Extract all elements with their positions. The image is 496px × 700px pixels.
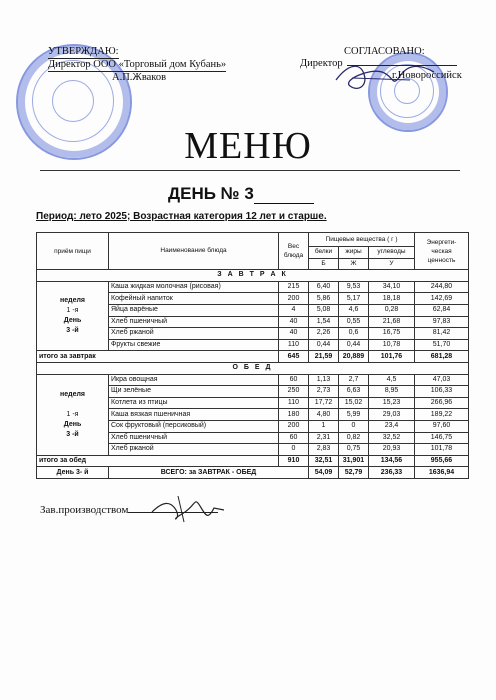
signature-line: [40, 502, 218, 516]
sub-u: У: [369, 258, 415, 270]
period-line: Период: лето 2025; Возрастная категория 12 лет и старше.: [36, 211, 327, 222]
table-row: Хлеб пшеничный 60 2,31 0,82 32,52 146,75: [37, 432, 469, 444]
col-carbs: углеводы: [369, 247, 415, 259]
table-row: Фрукты свежие 110 0,44 0,44 10,78 51,70: [37, 339, 469, 351]
col-energy: Энергети-ческая ценность: [415, 233, 469, 270]
table-row: Хлеб ржаной 0 2,83 0,75 20,93 101,78: [37, 444, 469, 456]
approver-position: Директор ООО «Торговый дом Кубань»: [48, 59, 227, 70]
page-title: МЕНЮ: [184, 125, 312, 167]
table-row: неделя 1 -я День 3 -й Икра овощная 60 1,13 2,7 4,5 47,03: [37, 374, 469, 386]
col-nutrients: Пищевые вещества ( г ): [309, 233, 415, 247]
sub-b: Б: [309, 258, 339, 270]
title-rule: [40, 170, 460, 171]
signature-label: Зав.производством: [40, 504, 129, 516]
agreement-position: Директор: [300, 58, 343, 69]
table-row: Хлеб ржаной 40 2,26 0,6 16,75 81,42: [37, 328, 469, 340]
table-row: Щи зелёные 250 2,73 6,63 8,95 106,33: [37, 386, 469, 398]
col-proteins: белки: [309, 247, 339, 259]
week-day-cell-breakfast: неделя 1 -я День 3 -й: [37, 281, 109, 351]
approver-name: А.П.Жваков: [112, 72, 167, 83]
agreement-heading: СОГЛАСОВАНО:: [344, 46, 425, 57]
breakfast-section: З А В Т Р А К: [37, 270, 469, 282]
table-row: Каша вязкая пшеничная 180 4,80 5,99 29,03 189,22: [37, 409, 469, 421]
menu-table: [36, 232, 469, 479]
grand-total-row: День 3- й ВСЕГО: за ЗАВТРАК - ОБЕД 54,09 52,79 236,33 1636,94: [37, 467, 469, 479]
col-weight: Вес блюда: [279, 233, 309, 270]
table-row: Яйца варёные 4 5,08 4,6 0,28 62,84: [37, 304, 469, 316]
col-fats: жиры: [339, 247, 369, 259]
approval-block: [48, 46, 226, 84]
lunch-total-row: итого за обед 910 32,51 31,901 134,56 955,66: [37, 455, 469, 467]
week-day-cell-lunch: неделя 1 -я День 3 -й: [37, 374, 109, 455]
col-meal: приём пищи: [37, 233, 109, 270]
approval-heading: УТВЕРЖДАЮ:: [48, 46, 119, 57]
lunch-section: О Б Е Д: [37, 362, 469, 374]
day-heading: [168, 184, 314, 204]
agreement-block: [300, 46, 462, 82]
col-name: Наименование блюда: [109, 233, 279, 270]
table-row: Котлета из птицы 110 17,72 15,02 15,23 266,96: [37, 397, 469, 409]
day-label: ДЕНЬ № 3: [168, 184, 254, 203]
table-row: неделя 1 -я День 3 -й Каша жидкая молочная (рисовая) 215 6,40 9,53 34,10 244,80: [37, 281, 469, 293]
sub-zh: Ж: [339, 258, 369, 270]
table-row: Сок фруктовый (персиковый) 200 1 0 23,4 97,60: [37, 420, 469, 432]
agreement-city: г.Новороссийск: [392, 70, 462, 81]
table-row: Кофейный напиток 200 5,86 5,17 18,18 142,69: [37, 293, 469, 305]
breakfast-total-row: итого за завтрак 645 21,59 20,889 101,76 681,28: [37, 351, 469, 363]
table-row: Хлеб пшеничный 40 1,54 0,55 21,68 97,83: [37, 316, 469, 328]
